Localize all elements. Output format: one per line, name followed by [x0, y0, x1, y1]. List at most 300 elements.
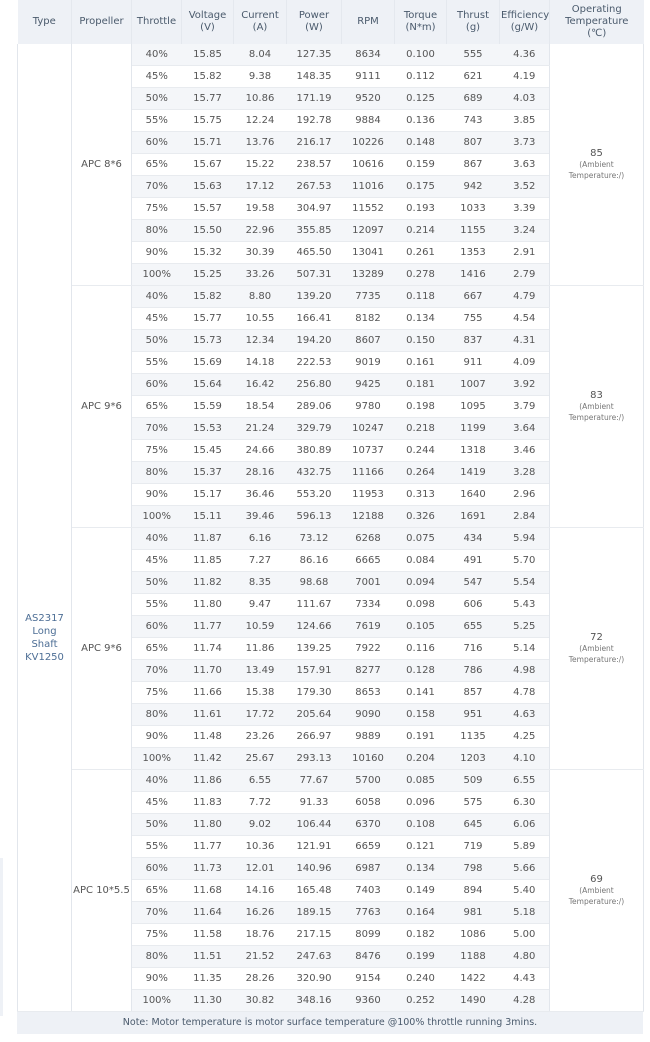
data-cell: 100% — [132, 748, 182, 770]
column-header: Operating Temperature (℃) — [550, 0, 644, 44]
column-header: Efficiency (g/W) — [500, 0, 550, 44]
temperature-value: 83 — [590, 390, 603, 401]
data-cell: 911 — [447, 352, 500, 374]
data-cell: 867 — [447, 154, 500, 176]
data-cell: 45% — [132, 66, 182, 88]
data-cell: 0.164 — [395, 902, 447, 924]
data-cell: 1691 — [447, 506, 500, 528]
data-cell: 8277 — [342, 660, 395, 682]
data-cell: 355.85 — [287, 220, 342, 242]
data-cell: 267.53 — [287, 176, 342, 198]
data-cell: 17.72 — [234, 704, 287, 726]
data-cell: 1155 — [447, 220, 500, 242]
data-cell: 25.67 — [234, 748, 287, 770]
data-cell: 60% — [132, 132, 182, 154]
data-cell: 11953 — [342, 484, 395, 506]
data-cell: 4.78 — [500, 682, 550, 704]
data-cell: 256.80 — [287, 374, 342, 396]
data-cell: 13.76 — [234, 132, 287, 154]
data-cell: 166.41 — [287, 308, 342, 330]
data-cell: 0.112 — [395, 66, 447, 88]
data-cell: 0.252 — [395, 990, 447, 1012]
data-cell: 667 — [447, 286, 500, 308]
data-cell: 4.19 — [500, 66, 550, 88]
data-cell: 98.68 — [287, 572, 342, 594]
data-cell: 12.34 — [234, 330, 287, 352]
data-cell: 894 — [447, 880, 500, 902]
data-cell: 11.77 — [182, 616, 234, 638]
data-cell: 15.85 — [182, 44, 234, 66]
data-cell: 4.54 — [500, 308, 550, 330]
data-cell: 6058 — [342, 792, 395, 814]
data-cell: 942 — [447, 176, 500, 198]
data-cell: 1422 — [447, 968, 500, 990]
data-cell: 40% — [132, 286, 182, 308]
data-cell: 3.46 — [500, 440, 550, 462]
data-cell: 5.14 — [500, 638, 550, 660]
data-cell: 6665 — [342, 550, 395, 572]
temperature-value: 69 — [590, 874, 603, 885]
operating-temperature-cell — [550, 770, 644, 1012]
data-cell: 139.25 — [287, 638, 342, 660]
data-cell: 9425 — [342, 374, 395, 396]
data-cell: 3.28 — [500, 462, 550, 484]
data-cell: 15.50 — [182, 220, 234, 242]
table-row — [18, 770, 644, 792]
data-cell: 555 — [447, 44, 500, 66]
data-cell: 289.06 — [287, 396, 342, 418]
data-cell: 0.214 — [395, 220, 447, 242]
data-cell: 205.64 — [287, 704, 342, 726]
ambient-temperature-note: (Ambient Temperature:/) — [568, 160, 625, 180]
data-cell: 15.11 — [182, 506, 234, 528]
data-cell: 45% — [132, 550, 182, 572]
data-cell: 12.01 — [234, 858, 287, 880]
data-cell: 148.35 — [287, 66, 342, 88]
data-cell: 798 — [447, 858, 500, 880]
data-cell: 2.84 — [500, 506, 550, 528]
data-cell: 857 — [447, 682, 500, 704]
data-cell: 238.57 — [287, 154, 342, 176]
data-cell: 8099 — [342, 924, 395, 946]
data-cell: 596.13 — [287, 506, 342, 528]
data-cell: 491 — [447, 550, 500, 572]
data-cell: 13.49 — [234, 660, 287, 682]
data-cell: 40% — [132, 44, 182, 66]
data-cell: 75% — [132, 924, 182, 946]
data-cell: 3.92 — [500, 374, 550, 396]
data-cell: 13041 — [342, 242, 395, 264]
data-cell: 9360 — [342, 990, 395, 1012]
data-cell: 15.71 — [182, 132, 234, 154]
data-cell: 11.35 — [182, 968, 234, 990]
data-cell: 7922 — [342, 638, 395, 660]
data-cell: 10160 — [342, 748, 395, 770]
data-cell: 0.125 — [395, 88, 447, 110]
column-header: Thrust (g) — [447, 0, 500, 44]
data-cell: 139.20 — [287, 286, 342, 308]
data-cell: 6987 — [342, 858, 395, 880]
data-cell: 3.24 — [500, 220, 550, 242]
data-cell: 755 — [447, 308, 500, 330]
data-cell: 9090 — [342, 704, 395, 726]
data-cell: 1203 — [447, 748, 500, 770]
data-cell: 509 — [447, 770, 500, 792]
data-cell: 15.38 — [234, 682, 287, 704]
data-cell: 11.73 — [182, 858, 234, 880]
data-cell: 216.17 — [287, 132, 342, 154]
data-cell: 0.128 — [395, 660, 447, 682]
data-cell: 12097 — [342, 220, 395, 242]
operating-temperature-cell — [550, 528, 644, 770]
data-cell: 465.50 — [287, 242, 342, 264]
data-cell: 10.55 — [234, 308, 287, 330]
data-cell: 266.97 — [287, 726, 342, 748]
column-header: Torque (N*m) — [395, 0, 447, 44]
data-cell: 11.42 — [182, 748, 234, 770]
data-cell: 2.91 — [500, 242, 550, 264]
data-cell: 0.100 — [395, 44, 447, 66]
data-cell: 8476 — [342, 946, 395, 968]
data-cell: 3.79 — [500, 396, 550, 418]
data-cell: 0.116 — [395, 638, 447, 660]
data-cell: 192.78 — [287, 110, 342, 132]
data-cell: 0.159 — [395, 154, 447, 176]
data-cell: 19.58 — [234, 198, 287, 220]
operating-temperature-cell — [550, 44, 644, 286]
data-cell: 15.59 — [182, 396, 234, 418]
propeller-cell: APC 9*6 — [72, 286, 132, 528]
data-cell: 100% — [132, 990, 182, 1012]
column-header: Type — [18, 0, 72, 44]
data-cell: 50% — [132, 330, 182, 352]
data-cell: 217.15 — [287, 924, 342, 946]
data-cell: 0.175 — [395, 176, 447, 198]
data-cell: 15.17 — [182, 484, 234, 506]
data-cell: 15.57 — [182, 198, 234, 220]
data-cell: 5.00 — [500, 924, 550, 946]
data-cell: 837 — [447, 330, 500, 352]
data-cell: 65% — [132, 154, 182, 176]
data-cell: 121.91 — [287, 836, 342, 858]
data-cell: 9154 — [342, 968, 395, 990]
data-cell: 8182 — [342, 308, 395, 330]
propeller-cell: APC 9*6 — [72, 528, 132, 770]
data-cell: 11.58 — [182, 924, 234, 946]
data-cell: 11552 — [342, 198, 395, 220]
data-cell: 4.43 — [500, 968, 550, 990]
data-cell: 0.148 — [395, 132, 447, 154]
ambient-temperature-note: (Ambient Temperature:/) — [568, 644, 625, 664]
data-cell: 0.218 — [395, 418, 447, 440]
data-cell: 157.91 — [287, 660, 342, 682]
data-cell: 55% — [132, 594, 182, 616]
data-cell: 0.096 — [395, 792, 447, 814]
data-cell: 8.04 — [234, 44, 287, 66]
data-cell: 9019 — [342, 352, 395, 374]
data-cell: 0.134 — [395, 858, 447, 880]
data-cell: 0.191 — [395, 726, 447, 748]
data-cell: 0.075 — [395, 528, 447, 550]
data-cell: 11.64 — [182, 902, 234, 924]
data-cell: 30.82 — [234, 990, 287, 1012]
column-header: Propeller — [72, 0, 132, 44]
left-edge-decoration — [0, 858, 3, 1016]
data-cell: 0.105 — [395, 616, 447, 638]
data-cell: 100% — [132, 506, 182, 528]
data-cell: 1199 — [447, 418, 500, 440]
data-cell: 8634 — [342, 44, 395, 66]
data-cell: 7763 — [342, 902, 395, 924]
data-cell: 60% — [132, 374, 182, 396]
data-cell: 645 — [447, 814, 500, 836]
data-cell: 8.35 — [234, 572, 287, 594]
data-cell: 0.118 — [395, 286, 447, 308]
data-cell: 12.24 — [234, 110, 287, 132]
data-cell: 165.48 — [287, 880, 342, 902]
data-cell: 77.67 — [287, 770, 342, 792]
data-cell: 33.26 — [234, 264, 287, 286]
data-cell: 11.30 — [182, 990, 234, 1012]
data-cell: 21.52 — [234, 946, 287, 968]
data-cell: 15.69 — [182, 352, 234, 374]
data-cell: 111.67 — [287, 594, 342, 616]
data-cell: 179.30 — [287, 682, 342, 704]
data-cell: 0.098 — [395, 594, 447, 616]
data-cell: 0.108 — [395, 814, 447, 836]
data-cell: 10737 — [342, 440, 395, 462]
data-cell: 743 — [447, 110, 500, 132]
data-cell: 11.70 — [182, 660, 234, 682]
data-cell: 50% — [132, 814, 182, 836]
table-row — [18, 44, 644, 66]
data-cell: 15.25 — [182, 264, 234, 286]
data-cell: 1095 — [447, 396, 500, 418]
data-cell: 9520 — [342, 88, 395, 110]
data-cell: 5.18 — [500, 902, 550, 924]
data-cell: 80% — [132, 462, 182, 484]
data-cell: 55% — [132, 352, 182, 374]
data-cell: 1135 — [447, 726, 500, 748]
data-cell: 8607 — [342, 330, 395, 352]
data-cell: 11.48 — [182, 726, 234, 748]
data-cell: 6.55 — [234, 770, 287, 792]
data-cell: 7001 — [342, 572, 395, 594]
data-cell: 55% — [132, 110, 182, 132]
table-row — [18, 528, 644, 550]
data-cell: 91.33 — [287, 792, 342, 814]
data-cell: 304.97 — [287, 198, 342, 220]
data-cell: 100% — [132, 264, 182, 286]
header-row — [18, 0, 644, 44]
data-cell: 15.63 — [182, 176, 234, 198]
data-cell: 1033 — [447, 198, 500, 220]
data-cell: 807 — [447, 132, 500, 154]
data-cell: 75% — [132, 198, 182, 220]
data-cell: 127.35 — [287, 44, 342, 66]
data-cell: 786 — [447, 660, 500, 682]
data-cell: 1353 — [447, 242, 500, 264]
data-cell: 0.094 — [395, 572, 447, 594]
data-cell: 951 — [447, 704, 500, 726]
data-cell: 140.96 — [287, 858, 342, 880]
data-cell: 10.59 — [234, 616, 287, 638]
column-header: Throttle — [132, 0, 182, 44]
data-cell: 70% — [132, 660, 182, 682]
data-cell: 5700 — [342, 770, 395, 792]
data-cell: 4.36 — [500, 44, 550, 66]
data-cell: 15.82 — [182, 286, 234, 308]
data-cell: 16.42 — [234, 374, 287, 396]
data-cell: 4.80 — [500, 946, 550, 968]
data-cell: 5.94 — [500, 528, 550, 550]
data-cell: 0.244 — [395, 440, 447, 462]
data-cell: 0.313 — [395, 484, 447, 506]
data-cell: 36.46 — [234, 484, 287, 506]
motor-type-cell: AS2317 Long Shaft KV1250 — [18, 44, 72, 1012]
data-cell: 40% — [132, 770, 182, 792]
data-cell: 15.32 — [182, 242, 234, 264]
data-cell: 22.96 — [234, 220, 287, 242]
data-cell: 320.90 — [287, 968, 342, 990]
data-cell: 655 — [447, 616, 500, 638]
data-cell: 10247 — [342, 418, 395, 440]
data-cell: 7.27 — [234, 550, 287, 572]
operating-temperature-cell — [550, 286, 644, 528]
data-cell: 621 — [447, 66, 500, 88]
data-cell: 0.134 — [395, 308, 447, 330]
data-cell: 6.30 — [500, 792, 550, 814]
data-cell: 73.12 — [287, 528, 342, 550]
data-cell: 7619 — [342, 616, 395, 638]
data-cell: 80% — [132, 704, 182, 726]
temperature-value: 72 — [590, 632, 603, 643]
data-cell: 14.18 — [234, 352, 287, 374]
data-cell: 5.70 — [500, 550, 550, 572]
data-cell: 0.121 — [395, 836, 447, 858]
data-cell: 3.85 — [500, 110, 550, 132]
data-cell: 689 — [447, 88, 500, 110]
data-cell: 18.54 — [234, 396, 287, 418]
data-cell: 0.181 — [395, 374, 447, 396]
data-cell: 11.80 — [182, 594, 234, 616]
ambient-temperature-note: (Ambient Temperature:/) — [568, 402, 625, 422]
data-cell: 9.02 — [234, 814, 287, 836]
data-cell: 11.80 — [182, 814, 234, 836]
data-cell: 15.73 — [182, 330, 234, 352]
column-header: Power (W) — [287, 0, 342, 44]
data-cell: 171.19 — [287, 88, 342, 110]
data-cell: 15.64 — [182, 374, 234, 396]
data-cell: 0.240 — [395, 968, 447, 990]
data-cell: 8.80 — [234, 286, 287, 308]
data-cell: 15.77 — [182, 88, 234, 110]
data-cell: 65% — [132, 880, 182, 902]
data-cell: 348.16 — [287, 990, 342, 1012]
data-cell: 0.204 — [395, 748, 447, 770]
data-cell: 12188 — [342, 506, 395, 528]
data-cell: 90% — [132, 484, 182, 506]
data-cell: 547 — [447, 572, 500, 594]
data-cell: 6.55 — [500, 770, 550, 792]
data-cell: 434 — [447, 528, 500, 550]
data-cell: 90% — [132, 726, 182, 748]
data-cell: 8653 — [342, 682, 395, 704]
data-cell: 0.193 — [395, 198, 447, 220]
data-cell: 5.54 — [500, 572, 550, 594]
data-cell: 15.45 — [182, 440, 234, 462]
data-cell: 10616 — [342, 154, 395, 176]
data-cell: 4.98 — [500, 660, 550, 682]
data-cell: 15.37 — [182, 462, 234, 484]
data-cell: 0.326 — [395, 506, 447, 528]
data-cell: 124.66 — [287, 616, 342, 638]
data-cell: 981 — [447, 902, 500, 924]
data-cell: 45% — [132, 308, 182, 330]
data-cell: 75% — [132, 682, 182, 704]
data-cell: 2.96 — [500, 484, 550, 506]
data-cell: 11.85 — [182, 550, 234, 572]
data-cell: 86.16 — [287, 550, 342, 572]
data-cell: 0.149 — [395, 880, 447, 902]
data-cell: 716 — [447, 638, 500, 660]
data-cell: 0.141 — [395, 682, 447, 704]
data-cell: 553.20 — [287, 484, 342, 506]
data-cell: 4.10 — [500, 748, 550, 770]
data-cell: 4.63 — [500, 704, 550, 726]
data-cell: 28.16 — [234, 462, 287, 484]
data-cell: 80% — [132, 946, 182, 968]
data-cell: 5.89 — [500, 836, 550, 858]
data-cell: 4.25 — [500, 726, 550, 748]
data-cell: 50% — [132, 88, 182, 110]
data-cell: 11.68 — [182, 880, 234, 902]
data-cell: 18.76 — [234, 924, 287, 946]
data-cell: 24.66 — [234, 440, 287, 462]
data-cell: 9111 — [342, 66, 395, 88]
data-cell: 60% — [132, 858, 182, 880]
data-cell: 9889 — [342, 726, 395, 748]
data-cell: 5.25 — [500, 616, 550, 638]
data-cell: 15.53 — [182, 418, 234, 440]
data-cell: 4.03 — [500, 88, 550, 110]
data-cell: 3.63 — [500, 154, 550, 176]
data-cell: 70% — [132, 418, 182, 440]
data-cell: 15.75 — [182, 110, 234, 132]
data-cell: 1416 — [447, 264, 500, 286]
data-cell: 329.79 — [287, 418, 342, 440]
data-cell: 15.77 — [182, 308, 234, 330]
data-cell: 719 — [447, 836, 500, 858]
data-cell: 2.79 — [500, 264, 550, 286]
data-cell: 39.46 — [234, 506, 287, 528]
data-cell: 10.36 — [234, 836, 287, 858]
data-cell: 4.31 — [500, 330, 550, 352]
data-cell: 9.47 — [234, 594, 287, 616]
data-cell: 28.26 — [234, 968, 287, 990]
data-cell: 0.198 — [395, 396, 447, 418]
data-cell: 7.72 — [234, 792, 287, 814]
data-cell: 1318 — [447, 440, 500, 462]
data-cell: 3.64 — [500, 418, 550, 440]
data-cell: 0.278 — [395, 264, 447, 286]
data-cell: 7403 — [342, 880, 395, 902]
data-cell: 0.264 — [395, 462, 447, 484]
data-cell: 1640 — [447, 484, 500, 506]
data-cell: 11.82 — [182, 572, 234, 594]
data-cell: 189.15 — [287, 902, 342, 924]
data-cell: 432.75 — [287, 462, 342, 484]
